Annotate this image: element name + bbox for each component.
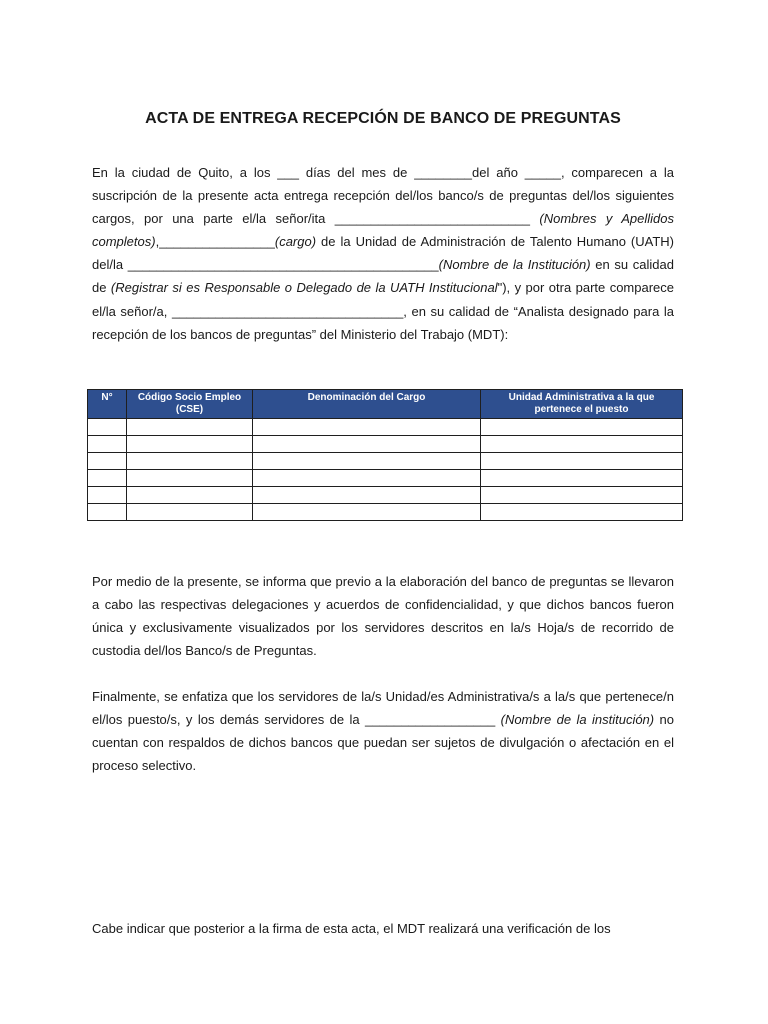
table-row [88,470,683,487]
table-cell [481,470,683,487]
table-row [88,419,683,436]
text-run: Finalmente, se enfatiza que los servidores de la/s Unidad/es Administrativa/s a la/s que pertenece/n el/los puesto/s, y los demás servidores de la __________________ [92,689,674,728]
table-header-row [88,390,683,419]
text-run: Por medio de la presente, se informa que previo a la elaboración del banco de preguntas se llevaron a cabo las respectivas delegaciones y acuerdos de confidencialidad, y que dichos bancos fueron única y exclusivamente visualizados por los servidores descritos en la/s Hoja/s de recorrido de custodia del/los Banco/s de Preguntas. [92,574,674,659]
custody-paragraph [92,570,674,662]
table-cell [481,487,683,504]
table-cell [253,453,481,470]
text-run: no cuentan con respaldos de dichos bancos que puedan ser sujetos de divulgación o afectación en el proceso selectivo. [92,712,674,774]
header-admin-unit: Unidad Administrativa a la que pertenece el puesto [481,390,683,419]
table-cell [253,436,481,453]
intro-paragraph [92,161,674,346]
table-cell [253,470,481,487]
table-cell [88,453,127,470]
table-cell [127,453,253,470]
positions-table-wrapper [87,389,682,521]
table-cell [253,419,481,436]
table-cell [127,436,253,453]
closing-paragraph [92,685,674,777]
table-row [88,436,683,453]
table-cell [127,470,253,487]
table-cell [481,504,683,521]
header-cse-code: Código Socio Empleo (CSE) [127,390,253,419]
table-cell [481,453,683,470]
table-cell [481,419,683,436]
italic-text-run: (Nombre de la Institución) [438,257,591,273]
text-run: en su calidad de [92,257,674,296]
italic-text-run: (Nombre de la institución) [500,712,655,728]
table-body [88,419,683,521]
table-cell [481,436,683,453]
table-row [88,453,683,470]
text-run: Cabe indicar que posterior a la firma de esta acta, el MDT realizará una verificación de los [92,921,611,936]
text-run: ,________________ [155,234,275,250]
italic-text-run: (cargo) [274,234,317,250]
positions-table [87,389,683,521]
text-run: de la Unidad de Administración de Talento Humano (UATH) del/la ___________________________________________ [92,234,674,273]
table-cell [127,419,253,436]
table-cell [88,487,127,504]
table-cell [253,487,481,504]
table-cell [88,436,127,453]
text-run: "), y por otra parte comparece el/la señor/a, ________________________________, en su calidad de “Analista designado para la recepción de los bancos de preguntas” del Ministerio del Trabajo (MDT): [92,280,675,342]
table-cell [127,504,253,521]
italic-text-run: (Nombres y Apellidos completos) [92,211,674,250]
table-cell [127,487,253,504]
table-cell [88,504,127,521]
table-row [88,504,683,521]
table-cell [88,419,127,436]
verification-paragraph [92,917,674,940]
document-title: ACTA DE ENTREGA RECEPCIÓN DE BANCO DE PREGUNTAS [145,110,621,127]
table-row [88,487,683,504]
header-position-name: Denominación del Cargo [253,390,481,419]
text-run: En la ciudad de Quito, a los ___ días del mes de ________del año _____, comparecen a la suscripción de la presente acta entrega recepción del/los banco/s de preguntas del/los siguientes cargos, por una parte el/la señor/ita ___________________________ [92,165,674,227]
table-cell [253,504,481,521]
italic-text-run: (Registrar si es Responsable o Delegado de la UATH Institucional [110,280,498,296]
header-number: N° [88,390,127,419]
table-cell [88,470,127,487]
